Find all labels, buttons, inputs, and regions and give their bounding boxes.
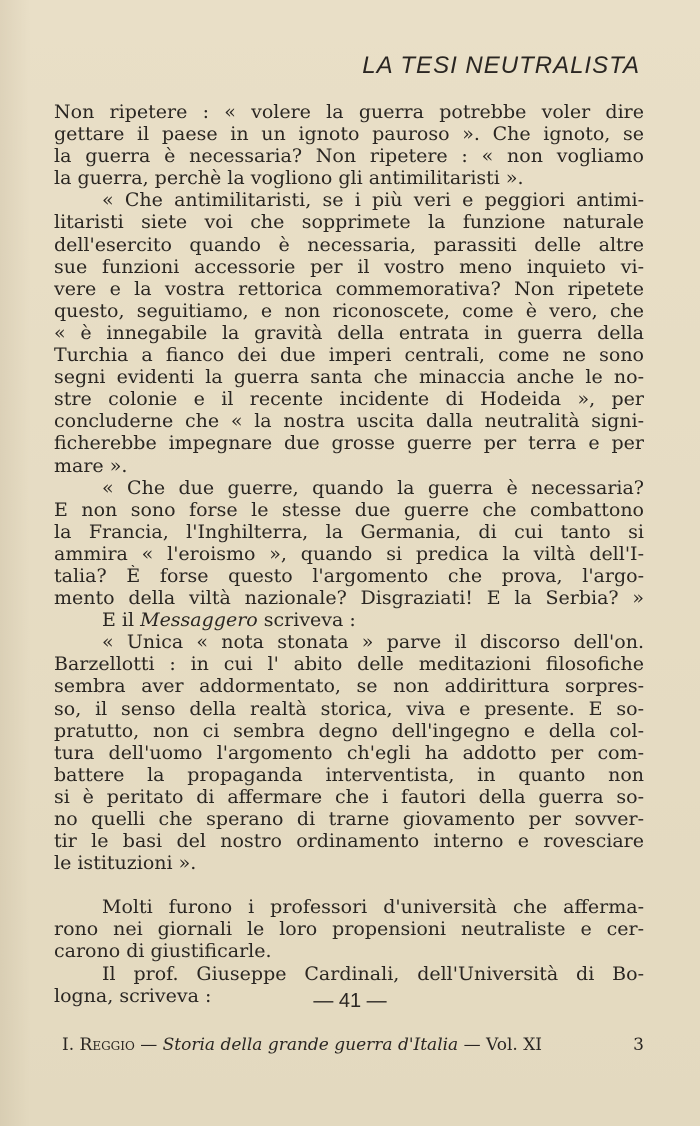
text-line: litaristi siete voi che sopprimete la funzione naturale [54,211,644,234]
text-line: la guerra è necessaria? Non ripetere : « non vogliamo [54,145,644,168]
footer-dash: — [134,1035,163,1055]
newspaper-name: Messaggero [140,609,258,632]
text-line: questo, seguitiamo, e non riconoscete, come è vero, che [54,299,644,322]
text-line: « Unica « nota stonata » parve il discorso dell'on. [102,631,644,654]
footer-signature-line [62,1035,644,1055]
text-line: Non ripetere : « volere la guerra potrebbe voler dire [54,101,644,123]
text-line: so, il senso della realtà storica, viva e presente. E so- [54,697,644,720]
text-line: logna, scriveva : [54,984,212,1007]
text-line: mare ». [54,454,128,477]
page-number: — 41 — [313,990,387,1012]
text-line [54,609,644,631]
text-line: Turchia a fianco dei due imperi centrali, come ne sono [54,344,644,367]
text-line: Il prof. Giuseppe Cardinali, dell'Università di Bo- [102,962,644,985]
text-line: ficherebbe impegnare due grosse guerre per terra e per [54,432,644,455]
footer-citation [62,1035,542,1055]
text-line: stre colonie e il recente incidente di Hodeida », per [54,388,644,411]
text-line: tir le basi del nostro ordinamento interno e rovesciare [54,830,644,853]
text-line: dell'esercito quando è necessaria, parassiti delle altre [54,233,644,256]
paragraph-gap [54,874,644,896]
body-text [54,101,644,1007]
text-line: Barzellotti : in cui l' abito delle meditazioni filosofiche [54,653,644,676]
text-line: gettare il paese in un ignoto pauroso ». Che ignoto, se [54,123,644,146]
text-line: « Che due guerre, quando la guerra è necessaria? [102,476,644,499]
text-line: concluderne che « la nostra uscita dalla neutralità signi- [54,410,644,433]
text-line: E non sono forse le stesse due guerre che combattono [54,498,644,521]
text-line: « è innegabile la gravità della entrata in guerra della [54,321,644,344]
text-line: segni evidenti la guerra santa che minaccia anche le no- [54,366,644,389]
text-line: la Francia, l'Inghilterra, la Germania, di cui tanto si [54,520,644,543]
text-line: ammira « l'eroismo », quando si predica la viltà dell'I- [54,542,644,565]
footer-author-initial: I. [62,1035,80,1055]
text-line: Molti furono i professori d'università che afferma- [102,896,644,919]
text-line: no quelli che sperano di trarne giovamento per sovver- [54,808,644,830]
running-head: LA TESI NEUTRALISTA [362,52,640,79]
footer-volume: — Vol. XI [458,1035,543,1055]
text-line: le istituzioni ». [54,852,197,875]
text-line: « Che antimilitaristi, se i più veri e peggiori antimi- [102,189,644,212]
text-run: E il [102,609,141,632]
text-line: carono di giustificarle. [54,940,272,963]
footer-signature-number: 3 [633,1035,644,1055]
footer-book-title: Storia della grande guerra d'Italia [162,1035,459,1055]
text-line: la guerra, perchè la vogliono gli antimilitaristi ». [54,167,524,190]
text-line: talia? È forse questo l'argomento che prova, l'argo- [54,564,644,587]
text-line: tura dell'uomo l'argomento ch'egli ha addotto per com- [54,741,644,764]
footer-author-name: Reggio [79,1035,135,1055]
text-line: sue funzioni accessorie per il vostro meno inquieto vi- [54,255,644,278]
text-line: rono nei giornali le loro propensioni neutraliste e cer- [54,918,644,941]
text-line: mento della viltà nazionale? Disgraziati! E la Serbia? » [54,587,644,610]
text-line: sembra aver addormentato, se non addirittura sorpres- [54,675,644,698]
text-line: si è peritato di affermare che i fautori della guerra so- [54,785,644,808]
text-line: vere e la vostra rettorica commemorativa? Non ripetete [54,277,644,300]
text-line: pratutto, non ci sembra degno dell'ingegno e della col- [54,719,644,742]
text-line: battere la propaganda interventista, in quanto non [54,763,644,786]
text-run: scriveva : [257,609,356,632]
